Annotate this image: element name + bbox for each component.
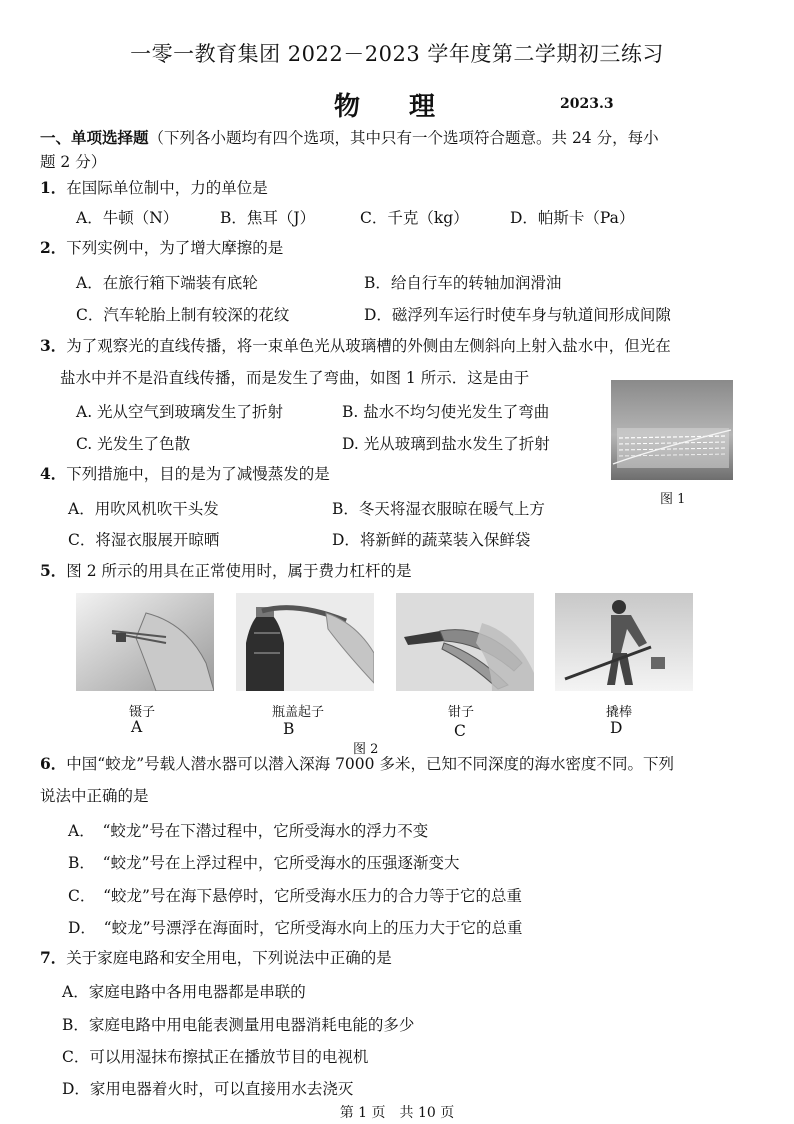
figure-1-caption: 图 1 <box>660 492 686 507</box>
item-d-name: 撬棒 <box>606 705 633 720</box>
q2-option-a: A．在旅行箱下端装有底轮 <box>76 274 258 292</box>
q3-option-c: C. 光发生了色散 <box>76 435 191 453</box>
q4-option-c: C．将湿衣服展开晾晒 <box>68 531 220 549</box>
q2-option-d: D．磁浮列车运行时使车身与轨道间形成间隙 <box>364 306 671 324</box>
item-d-letter: D <box>610 719 623 737</box>
q7-option-a: A．家庭电路中各用电器都是串联的 <box>62 983 306 1001</box>
figure-2-caption: 图 2 <box>353 742 379 757</box>
q1-option-b: B．焦耳（J） <box>220 209 316 227</box>
q6-option-a: A． “蛟龙”号在下潜过程中，它所受海水的浮力不变 <box>68 822 429 840</box>
item-b-name: 瓶盖起子 <box>272 705 325 720</box>
question-7-stem <box>40 948 392 968</box>
q1-option-a: A．牛顿（N） <box>76 209 179 227</box>
q4-option-a: A．用吹风机吹干头发 <box>68 500 219 518</box>
section-heading-bold: 一、单项选择题 <box>40 128 149 147</box>
figure-1-glass-tank-photo <box>611 380 733 480</box>
question-4-stem <box>40 464 330 484</box>
q6-option-c: C． “蛟龙”号在海下悬停时，它所受海水压力的合力等于它的总重 <box>68 887 522 905</box>
item-c-letter: C <box>454 722 466 740</box>
q4-option-d: D．将新鲜的蔬菜装入保鲜袋 <box>332 531 531 549</box>
question-1-number: 1． <box>40 178 67 197</box>
section-heading <box>40 128 659 148</box>
question-6-text: 中国“蛟龙”号载人潜水器可以潜入深海 7000 多米，已知不同深度的海水密度不同。下列 <box>66 755 674 773</box>
question-6-stem-line2: 说法中正确的是 <box>40 787 149 805</box>
exam-date: 2023.3 <box>560 96 614 112</box>
pliers-photo <box>396 593 534 691</box>
question-4-number: 4． <box>40 464 67 483</box>
q7-option-b: B．家庭电路中用电能表测量用电器消耗电能的多少 <box>62 1016 415 1034</box>
question-1-stem <box>40 178 268 198</box>
q3-option-b: B. 盐水不均匀使光发生了弯曲 <box>342 403 550 421</box>
q3-option-a: A. 光从空气到玻璃发生了折射 <box>76 403 284 421</box>
question-7-text: 关于家庭电路和安全用电，下列说法中正确的是 <box>66 949 392 967</box>
subject-title: 物 理 <box>334 92 456 122</box>
item-a-name: 镊子 <box>129 705 156 720</box>
q6-option-b: B． “蛟龙”号在上浮过程中，它所受海水的压强逐渐变大 <box>68 854 460 872</box>
item-a-letter: A <box>131 718 143 736</box>
q2-option-b: B．给自行车的转轴加润滑油 <box>364 274 562 292</box>
bottle-opener-photo <box>236 593 374 691</box>
item-c-name: 钳子 <box>448 705 475 720</box>
question-1-text: 在国际单位制中，力的单位是 <box>66 179 268 197</box>
question-3-stem-line2: 盐水中并不是沿直线传播，而是发生了弯曲，如图 1 所示．这是由于 <box>60 369 530 387</box>
q1-option-c: C．千克（kg） <box>360 209 469 227</box>
crowbar-photo <box>555 593 693 691</box>
q2-option-c: C．汽车轮胎上制有较深的花纹 <box>76 306 290 324</box>
q3-option-d: D. 光从玻璃到盐水发生了折射 <box>342 435 550 453</box>
question-6-stem-line1 <box>40 754 674 774</box>
exam-title: 一零一教育集团 2022－2023 学年度第二学期初三练习 <box>130 42 664 66</box>
tweezers-photo <box>76 593 214 691</box>
q1-option-d: D．帕斯卡（Pa） <box>510 209 635 227</box>
question-5-text: 图 2 所示的用具在正常使用时，属于费力杠杆的是 <box>66 562 412 580</box>
question-2-stem <box>40 238 283 258</box>
q4-option-b: B．冬天将湿衣服晾在暖气上方 <box>332 500 545 518</box>
q7-option-c: C．可以用湿抹布擦拭正在播放节目的电视机 <box>62 1048 369 1066</box>
q7-option-d: D．家用电器着火时，可以直接用水去浇灭 <box>62 1080 354 1098</box>
section-heading-line2: 题 2 分） <box>40 153 107 171</box>
page-footer: 第 1 页 共 10 页 <box>339 1105 455 1121</box>
question-3-number: 3． <box>40 336 67 355</box>
question-5-number: 5． <box>40 561 67 580</box>
question-3-stem-line1 <box>40 336 671 356</box>
question-4-text: 下列措施中，目的是为了减慢蒸发的是 <box>66 465 330 483</box>
q6-option-d: D． “蛟龙”号漂浮在海面时，它所受海水向上的压力大于它的总重 <box>68 919 523 937</box>
question-5-stem <box>40 561 412 581</box>
item-b-letter: B <box>283 720 295 738</box>
question-6-number: 6． <box>40 754 67 773</box>
question-2-number: 2． <box>40 238 67 257</box>
question-3-text: 为了观察光的直线传播，将一束单色光从玻璃槽的外侧由左侧斜向上射入盐水中，但光在 <box>66 337 671 355</box>
section-heading-rest: （下列各小题均有四个选项，其中只有一个选项符合题意。共 24 分，每小 <box>148 129 659 147</box>
question-2-text: 下列实例中，为了增大摩擦的是 <box>66 239 284 257</box>
question-7-number: 7． <box>40 948 67 967</box>
